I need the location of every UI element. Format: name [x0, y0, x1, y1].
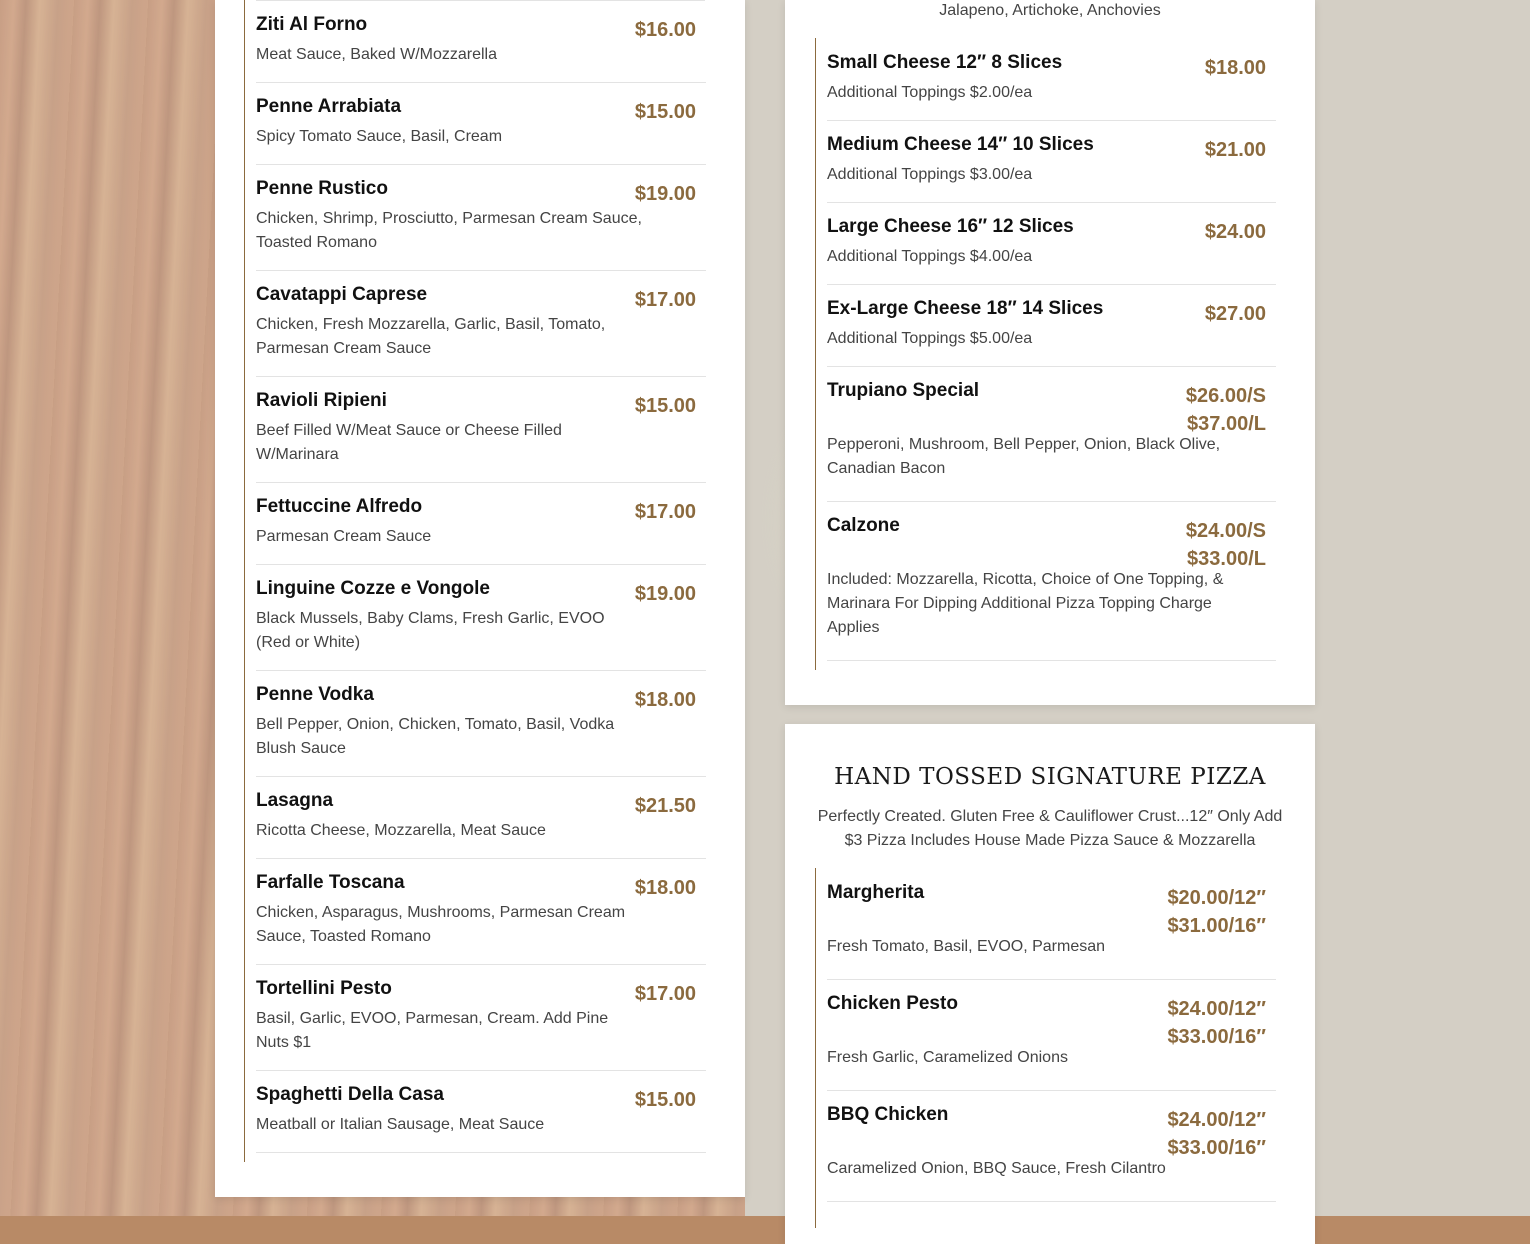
menu-item-name: Tortellini Pesto	[256, 978, 392, 999]
menu-item-price: $15.00	[634, 1089, 696, 1111]
menu-item-price: $19.00	[634, 183, 696, 205]
menu-item-description: Parmesan Cream Sauce	[256, 528, 432, 545]
menu-item	[256, 858, 706, 965]
menu-item-price: $18.00	[634, 689, 696, 711]
menu-item-description: Pepperoni, Mushroom, Bell Pepper, Onion, Black Olive, Canadian Bacon	[827, 436, 1221, 477]
menu-item-name: Calzone	[827, 515, 900, 536]
menu-item	[256, 1070, 706, 1153]
menu-item-name: Small Cheese 12′′ 8 Slices	[827, 52, 1063, 73]
carryover-toppings-text: Jalapeno, Artichoke, Anchovies	[939, 2, 1161, 19]
menu-item-name: Large Cheese 16″ 12 Slices	[827, 216, 1074, 237]
menu-item-description: Chicken, Fresh Mozzarella, Garlic, Basil, Tomato, Parmesan Cream Sauce	[256, 316, 606, 357]
menu-item	[256, 164, 706, 271]
menu-item	[256, 964, 706, 1071]
section-title: HAND TOSSED SIGNATURE PIZZA	[834, 764, 1266, 790]
menu-item	[827, 202, 1276, 285]
menu-item	[827, 366, 1276, 502]
menu-item-description: Fresh Garlic, Caramelized Onions	[827, 1049, 1068, 1066]
menu-item	[827, 1090, 1276, 1202]
menu-item-description: Basil, Garlic, EVOO, Parmesan, Cream. Add Pine Nuts $1	[256, 1010, 609, 1051]
menu-item-description: Meat Sauce, Baked W/Mozzarella	[256, 46, 497, 63]
menu-item-price: $20.00/12″ $31.00/16″	[1167, 887, 1266, 937]
menu-item	[256, 482, 706, 565]
menu-item-price: $21.00	[1204, 139, 1266, 161]
menu-item-description: Ricotta Cheese, Mozzarella, Meat Sauce	[256, 822, 546, 839]
menu-item-price: $17.00	[634, 501, 696, 523]
menu-item	[827, 120, 1276, 203]
menu-item-name: Ravioli Ripieni	[256, 390, 387, 411]
menu-item-price: $15.00	[634, 101, 696, 123]
menu-item-description: Additional Toppings $2.00/ea	[827, 84, 1033, 101]
menu-item	[827, 501, 1276, 661]
menu-item-description: Caramelized Onion, BBQ Sauce, Fresh Cilantro	[827, 1160, 1166, 1177]
menu-item-price: $19.00	[634, 583, 696, 605]
menu-item-price: $15.00	[634, 395, 696, 417]
menu-item	[256, 0, 706, 83]
menu-item	[827, 284, 1276, 367]
menu-item-description: Bell Pepper, Onion, Chicken, Tomato, Basil, Vodka Blush Sauce	[256, 716, 615, 757]
pizza-item-list	[815, 38, 1276, 670]
menu-item-name: Penne Arrabiata	[256, 96, 402, 117]
menu-item	[827, 979, 1276, 1091]
menu-item-description: Spicy Tomato Sauce, Basil, Cream	[256, 128, 503, 145]
menu-item-name: Spaghetti Della Casa	[256, 1084, 444, 1105]
menu-item	[827, 868, 1276, 980]
menu-item	[256, 776, 706, 859]
menu-item-description: Additional Toppings $4.00/ea	[827, 248, 1033, 265]
menu-item	[256, 82, 706, 165]
menu-item-price: $17.00	[634, 289, 696, 311]
menu-item-name: Farfalle Toscana	[256, 872, 405, 893]
menu-item-price: $17.00	[634, 983, 696, 1005]
menu-item-description: Chicken, Shrimp, Prosciutto, Parmesan Cream Sauce, Toasted Romano	[256, 210, 642, 251]
menu-item-name: BBQ Chicken	[827, 1104, 949, 1125]
menu-item-name: Chicken Pesto	[827, 993, 958, 1014]
menu-item-name: Medium Cheese 14″ 10 Slices	[827, 134, 1094, 155]
menu-item	[256, 270, 706, 377]
menu-item	[256, 670, 706, 777]
menu-item-description: Additional Toppings $5.00/ea	[827, 330, 1033, 347]
menu-item-name: Linguine Cozze e Vongole	[256, 578, 490, 599]
menu-item-name: Penne Rustico	[256, 178, 388, 199]
signature-item-list	[815, 868, 1276, 1228]
menu-item-price: $18.00	[1204, 57, 1266, 79]
menu-item-price: $24.00	[1204, 221, 1266, 243]
menu-item-price: $24.00/12″ $33.00/16″	[1167, 998, 1266, 1048]
menu-item-name: Trupiano Special	[827, 380, 980, 401]
menu-item-price: $21.50	[634, 795, 696, 817]
menu-item-description: Additional Toppings $3.00/ea	[827, 166, 1033, 183]
menu-item-name: Lasagna	[256, 790, 334, 811]
menu-item-name: Ziti Al Forno	[256, 14, 368, 35]
menu-item-description: Black Mussels, Baby Clams, Fresh Garlic, EVOO (Red or White)	[256, 610, 605, 651]
section-subtitle: Perfectly Created. Gluten Free & Cauliflower Crust...12″ Only Add $3 Pizza Includes House Made Pizza Sauce & Mozzarella	[817, 808, 1283, 849]
menu-item	[827, 38, 1276, 121]
menu-item-name: Ex-Large Cheese 18″ 14 Slices	[827, 298, 1104, 319]
menu-item	[256, 564, 706, 671]
menu-item-description: Included: Mozzarella, Ricotta, Choice of One Topping, & Marinara For Dipping Additional Pizza Topping Charge Applies	[827, 571, 1224, 636]
menu-item-description: Fresh Tomato, Basil, EVOO, Parmesan	[827, 938, 1106, 955]
menu-item-price: $27.00	[1204, 303, 1266, 325]
menu-item-price: $24.00/12″ $33.00/16″	[1167, 1109, 1266, 1159]
menu-item-price: $18.00	[634, 877, 696, 899]
menu-item-price: $24.00/S $33.00/L	[1185, 520, 1266, 570]
menu-item-name: Cavatappi Caprese	[256, 284, 428, 305]
menu-item-name: Penne Vodka	[256, 684, 374, 705]
menu-item-price: $16.00	[634, 19, 696, 41]
menu-item-name: Margherita	[827, 882, 925, 903]
menu-item-name: Fettuccine Alfredo	[256, 496, 423, 517]
menu-item-description: Meatball or Italian Sausage, Meat Sauce	[256, 1116, 545, 1133]
pasta-item-list	[244, 0, 706, 1162]
menu-item-description: Chicken, Asparagus, Mushrooms, Parmesan Cream Sauce, Toasted Romano	[256, 904, 626, 945]
menu-item-price: $26.00/S $37.00/L	[1185, 385, 1266, 435]
menu-item	[256, 376, 706, 483]
menu-item-description: Beef Filled W/Meat Sauce or Cheese Filled W/Marinara	[256, 422, 562, 463]
